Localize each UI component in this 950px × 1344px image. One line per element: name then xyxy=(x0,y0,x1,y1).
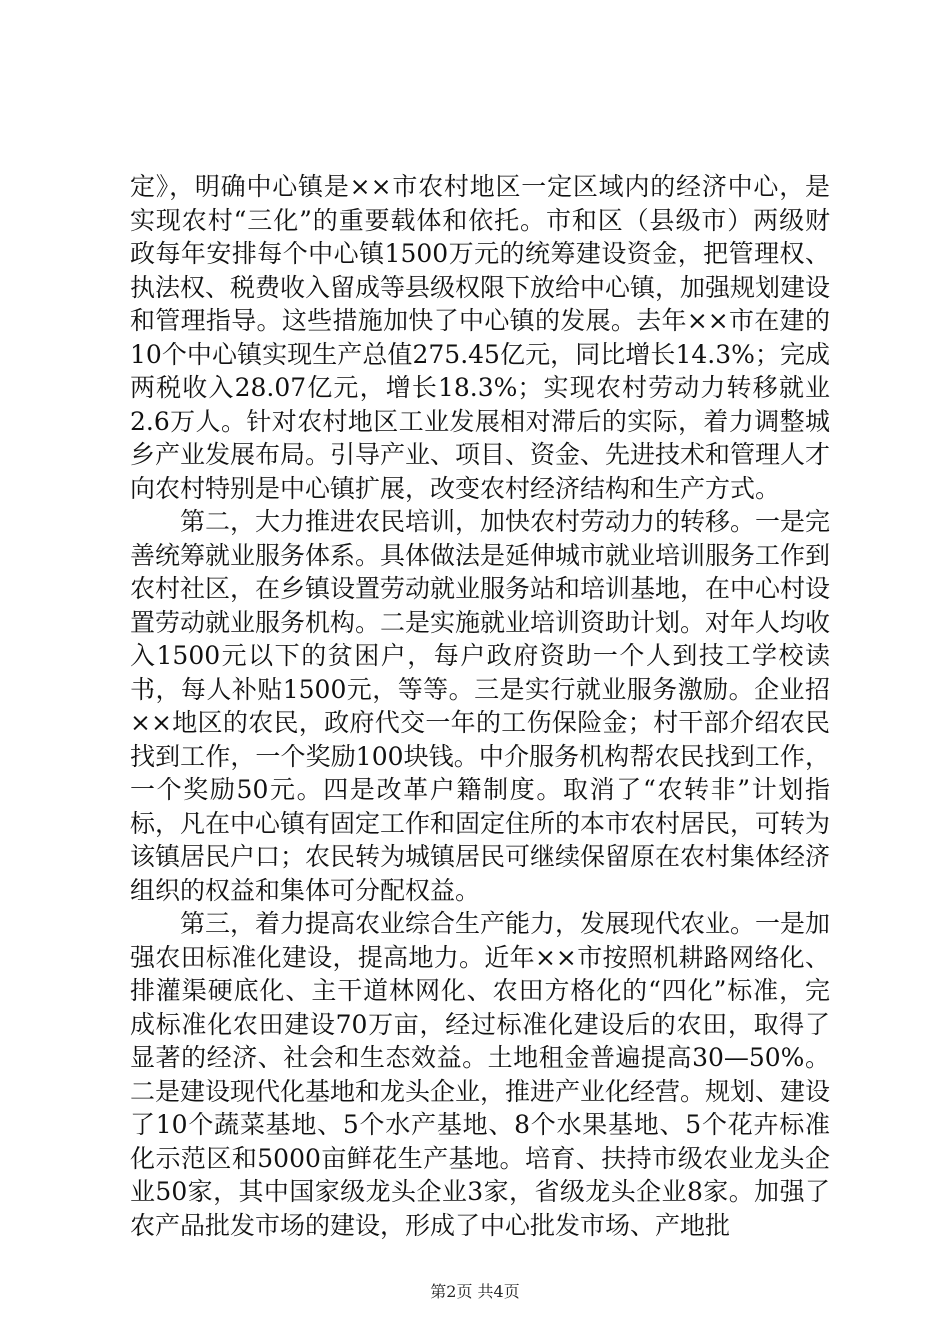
paragraph-2: 第二，大力推进农民培训，加快农村劳动力的转移。一是完善统筹就业服务体系。具体做法是延伸城市就业培训服务工作到农村社区，在乡镇设置劳动就业服务站和培训基地，在中心村设置劳动就业服务机构。二是实施就业培训资助计划。对年人均收入1500元以下的贫困户，每户政府资助一个人到技工学校读书，每人补贴1500元，等等。三是实行就业服务激励。企业招××地区的农民，政府代交一年的工伤保险金；村干部介绍农民找到工作，一个奖励100块钱。中介服务机构帮农民找到工作，一个奖励50元。四是改革户籍制度。取消了“农转非”计划指标，凡在中心镇有固定工作和固定住所的本市农村居民，可转为该镇居民户口；农民转为城镇居民可继续保留原在农村集体经济组织的权益和集体可分配权益。 xyxy=(130,507,831,905)
paragraph-1: 定》，明确中心镇是××市农村地区一定区域内的经济中心，是实现农村“三化”的重要载体和依托。市和区（县级市）两级财政每年安排每个中心镇1500万元的统筹建设资金，把管理权、执法权、税费收入留成等县级权限下放给中心镇，加强规划建设和管理指导。这些措施加快了中心镇的发展。去年××市在建的10个中心镇实现生产总值275.45亿元，同比增长14.3%；完成两税收入28.07亿元，增长18.3%；实现农村劳动力转移就业2.6万人。针对农村地区工业发展相对滞后的实际，着力调整城乡产业发展布局。引导产业、项目、资金、先进技术和管理人才向农村特别是中心镇扩展，改变农村经济结构和生产方式。 xyxy=(130,172,831,503)
paragraph-3: 第三，着力提高农业综合生产能力，发展现代农业。一是加强农田标准化建设，提高地力。近年××市按照机耕路网络化、排灌渠硬底化、主干道林网化、农田方格化的“四化”标准，完成标准化农田建设70万亩，经过标准化建设后的农田，取得了显著的经济、社会和生态效益。土地租金普遍提高30—50%。二是建设现代化基地和龙头企业，推进产业化经营。规划、建设了10个蔬菜基地、5个水产基地、8个水果基地、5个花卉标准化示范区和5000亩鲜花生产基地。培育、扶持市级农业龙头企业50家，其中国家级龙头企业3家，省级龙头企业8家。加强了农产品批发市场的建设，形成了中心批发市场、产地批 xyxy=(130,909,831,1240)
document-body xyxy=(130,170,830,1242)
page-number-footer: 第2页 共4页 xyxy=(430,1282,520,1301)
